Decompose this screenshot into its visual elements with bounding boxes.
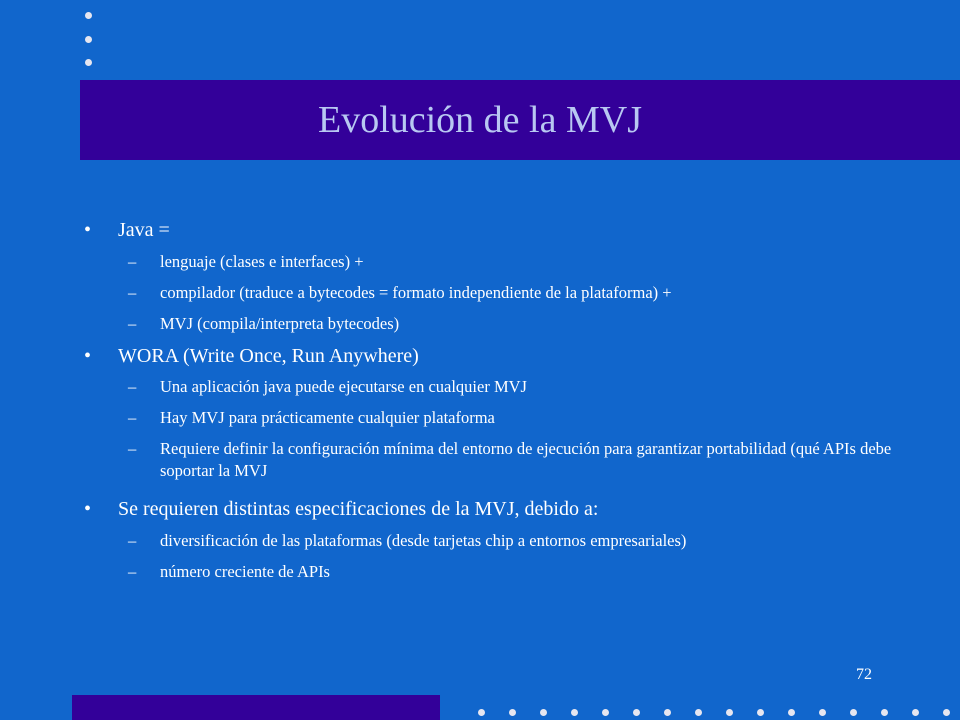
decor-dot bbox=[757, 709, 764, 716]
sub-bullet bbox=[128, 438, 900, 482]
sub-bullet bbox=[128, 282, 900, 304]
bullet-wora bbox=[84, 344, 419, 368]
sub-bullet bbox=[128, 251, 900, 273]
decor-dot bbox=[788, 709, 795, 716]
bullet-text: Java = bbox=[118, 219, 170, 241]
bullet-specs bbox=[84, 497, 599, 521]
decor-dot bbox=[912, 709, 919, 716]
bullet-java bbox=[84, 218, 170, 242]
sub-bullet-text: Requiere definir la configuración mínima del entorno de ejecución para garantizar portabilidad (qué APIs debe soportar la MVJ bbox=[160, 439, 892, 480]
sub-bullet-marker: – bbox=[128, 408, 137, 427]
slide-title: Evolución de la MVJ bbox=[317, 99, 642, 141]
sub-bullet-marker: – bbox=[128, 377, 137, 396]
decor-dot bbox=[881, 709, 888, 716]
bullet-marker: • bbox=[84, 345, 92, 367]
sub-bullet-marker: – bbox=[128, 252, 137, 271]
sub-bullet-text: lenguaje (clases e interfaces) + bbox=[160, 252, 364, 271]
page-number: 72 bbox=[856, 666, 872, 683]
bullet-text: Se requieren distintas especificaciones de la MVJ, debido a: bbox=[118, 498, 599, 520]
decor-dot bbox=[571, 709, 578, 716]
sub-bullet-marker: – bbox=[128, 314, 137, 333]
sub-bullet-text: número creciente de APIs bbox=[160, 562, 330, 581]
sub-bullet bbox=[128, 530, 900, 552]
sub-bullet-marker: – bbox=[128, 439, 137, 458]
sub-bullet-text: Una aplicación java puede ejecutarse en cualquier MVJ bbox=[160, 377, 527, 396]
bullet-text: WORA (Write Once, Run Anywhere) bbox=[118, 345, 419, 367]
bullet-marker: • bbox=[84, 219, 92, 241]
decor-dot bbox=[602, 709, 609, 716]
sub-bullet-marker: – bbox=[128, 562, 137, 581]
sub-bullet-marker: – bbox=[128, 283, 137, 302]
sub-bullet-text: MVJ (compila/interpreta bytecodes) bbox=[160, 314, 400, 333]
sub-bullet-text: diversificación de las plataformas (desde tarjetas chip a entornos empresariales) bbox=[160, 531, 687, 550]
bullet-marker: • bbox=[84, 498, 92, 520]
sub-bullet-text: Hay MVJ para prácticamente cualquier plataforma bbox=[160, 408, 495, 427]
decor-dot bbox=[509, 709, 516, 716]
bottom-band bbox=[72, 695, 440, 720]
decor-dot bbox=[633, 709, 640, 716]
decor-dot bbox=[664, 709, 671, 716]
sub-bullet bbox=[128, 376, 900, 398]
sub-bullet-marker: – bbox=[128, 531, 137, 550]
decor-dot bbox=[819, 709, 826, 716]
decor-dot bbox=[943, 709, 950, 716]
decor-dot bbox=[478, 709, 485, 716]
decor-dot bbox=[726, 709, 733, 716]
decor-dot bbox=[695, 709, 702, 716]
sub-bullet bbox=[128, 407, 900, 429]
sub-bullet bbox=[128, 313, 900, 335]
decor-dot bbox=[540, 709, 547, 716]
decor-dot bbox=[850, 709, 857, 716]
sub-bullet bbox=[128, 561, 900, 583]
sub-bullet-text: compilador (traduce a bytecodes = formato independiente de la plataforma) + bbox=[160, 283, 672, 302]
